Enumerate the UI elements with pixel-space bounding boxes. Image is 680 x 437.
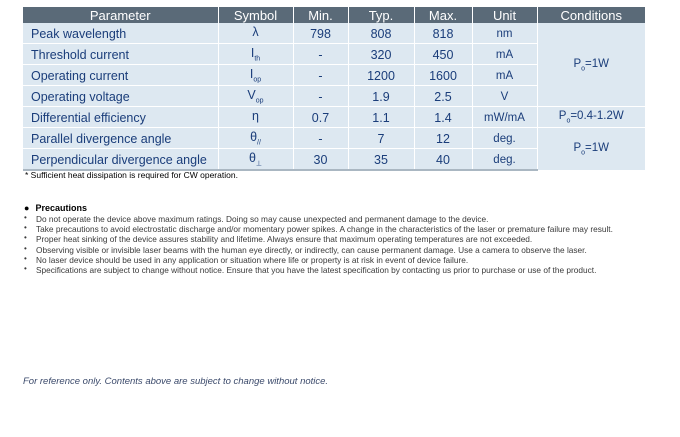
typ-cell: 1.1: [348, 107, 414, 128]
symbol-cell: $V_{op}$: [218, 86, 293, 107]
bullet-icon: •: [24, 233, 27, 243]
typ-cell: 1.9: [348, 86, 414, 107]
unit-cell: deg.: [472, 149, 537, 171]
symbol-cell: $\theta_{//}$: [218, 128, 293, 149]
max-cell: 818: [414, 23, 472, 44]
min-cell: 0.7: [293, 107, 348, 128]
condition-cell: $P_o=1W$: [537, 23, 645, 107]
symbol-cell: $I_{th}$: [218, 44, 293, 65]
reference-note: For reference only. Contents above are subject to change without notice.: [23, 376, 329, 387]
min-cell: -: [293, 44, 348, 65]
max-cell: 1600: [414, 65, 472, 86]
min-cell: -: [293, 128, 348, 149]
unit-cell: mW/mA: [472, 107, 537, 128]
symbol-cell: λ: [218, 23, 293, 44]
header-max: Max.: [414, 7, 472, 23]
table-row: [23, 107, 645, 128]
symbol-cell: $\theta_\perp$: [218, 149, 293, 171]
list-item: • No laser device should be used in any application or situation where life or property is at risk in event of device failure.: [24, 253, 469, 265]
unit-cell: mA: [472, 44, 537, 65]
list-item: • Take precautions to avoid electrostatic discharge and/or momentary power spikes. A change in the characteristics of the laser or premature failure may result.: [24, 223, 613, 235]
unit-cell: V: [472, 86, 537, 107]
typ-cell: 35: [348, 149, 414, 171]
symbol-cell: $I_{op}$: [218, 65, 293, 86]
param-cell: Threshold current: [23, 44, 218, 65]
header-symbol: Symbol: [218, 7, 293, 23]
condition-cell: $P_o=1W$: [537, 128, 645, 171]
header-min: Min.: [293, 7, 348, 23]
min-cell: -: [293, 65, 348, 86]
bullet-icon: •: [24, 223, 27, 233]
list-item: • Do not operate the device above maximum ratings. Doing so may cause unexpected and permanent damage to the device.: [24, 213, 489, 224]
list-item: • Proper heat sinking of the device assures stability and lifetime. Always ensure that maximum operating temperatures are not exceeded.: [24, 233, 533, 245]
header-typ: Typ.: [348, 7, 414, 23]
typ-cell: 1200: [348, 65, 414, 86]
heat-dissipation-footnote: * Sufficient heat dissipation is required for CW operation.: [25, 170, 238, 180]
param-cell: Operating current: [23, 65, 218, 86]
max-cell: 1.4: [414, 107, 472, 128]
unit-cell: mA: [472, 65, 537, 86]
bullet-icon: •: [24, 213, 27, 222]
precautions-list: [24, 214, 613, 275]
bullet-icon: ●: [24, 203, 30, 213]
max-cell: 40: [414, 149, 472, 171]
list-item: • Specifications are subject to change without notice. Ensure that you have the latest specification by contacting us prior to purchase or use of the product.: [24, 264, 597, 276]
table-row: [23, 23, 645, 44]
param-cell: Parallel divergence angle: [23, 128, 218, 149]
max-cell: 2.5: [414, 86, 472, 107]
bullet-icon: •: [24, 264, 27, 274]
header-parameter: Parameter: [23, 7, 218, 23]
min-cell: 30: [293, 149, 348, 171]
header-unit: Unit: [472, 7, 537, 23]
param-cell: Operating voltage: [23, 86, 218, 107]
spec-table: [23, 7, 645, 171]
max-cell: 450: [414, 44, 472, 65]
list-item: • Observing visible or invisible laser beams with the human eye directly, or indirectly, can cause permanent damage. Use a camera to observe the laser.: [24, 243, 587, 255]
typ-cell: 7: [348, 128, 414, 149]
unit-cell: deg.: [472, 128, 537, 149]
precautions-section: [24, 203, 613, 275]
bullet-icon: •: [24, 253, 27, 263]
condition-cell: $P_o=0.4-1.2W$: [537, 107, 645, 128]
param-cell: Peak wavelength: [23, 23, 218, 44]
header-conditions: Conditions: [537, 7, 645, 23]
typ-cell: 808: [348, 23, 414, 44]
precautions-title: Precautions: [35, 203, 87, 213]
table-header-row: [23, 7, 645, 23]
max-cell: 12: [414, 128, 472, 149]
param-cell: Perpendicular divergence angle: [23, 149, 218, 171]
bullet-icon: •: [24, 243, 27, 253]
min-cell: 798: [293, 23, 348, 44]
min-cell: -: [293, 86, 348, 107]
unit-cell: nm: [472, 23, 537, 44]
symbol-cell: η: [218, 107, 293, 128]
table-row: [23, 128, 645, 149]
param-cell: Differential efficiency: [23, 107, 218, 128]
typ-cell: 320: [348, 44, 414, 65]
